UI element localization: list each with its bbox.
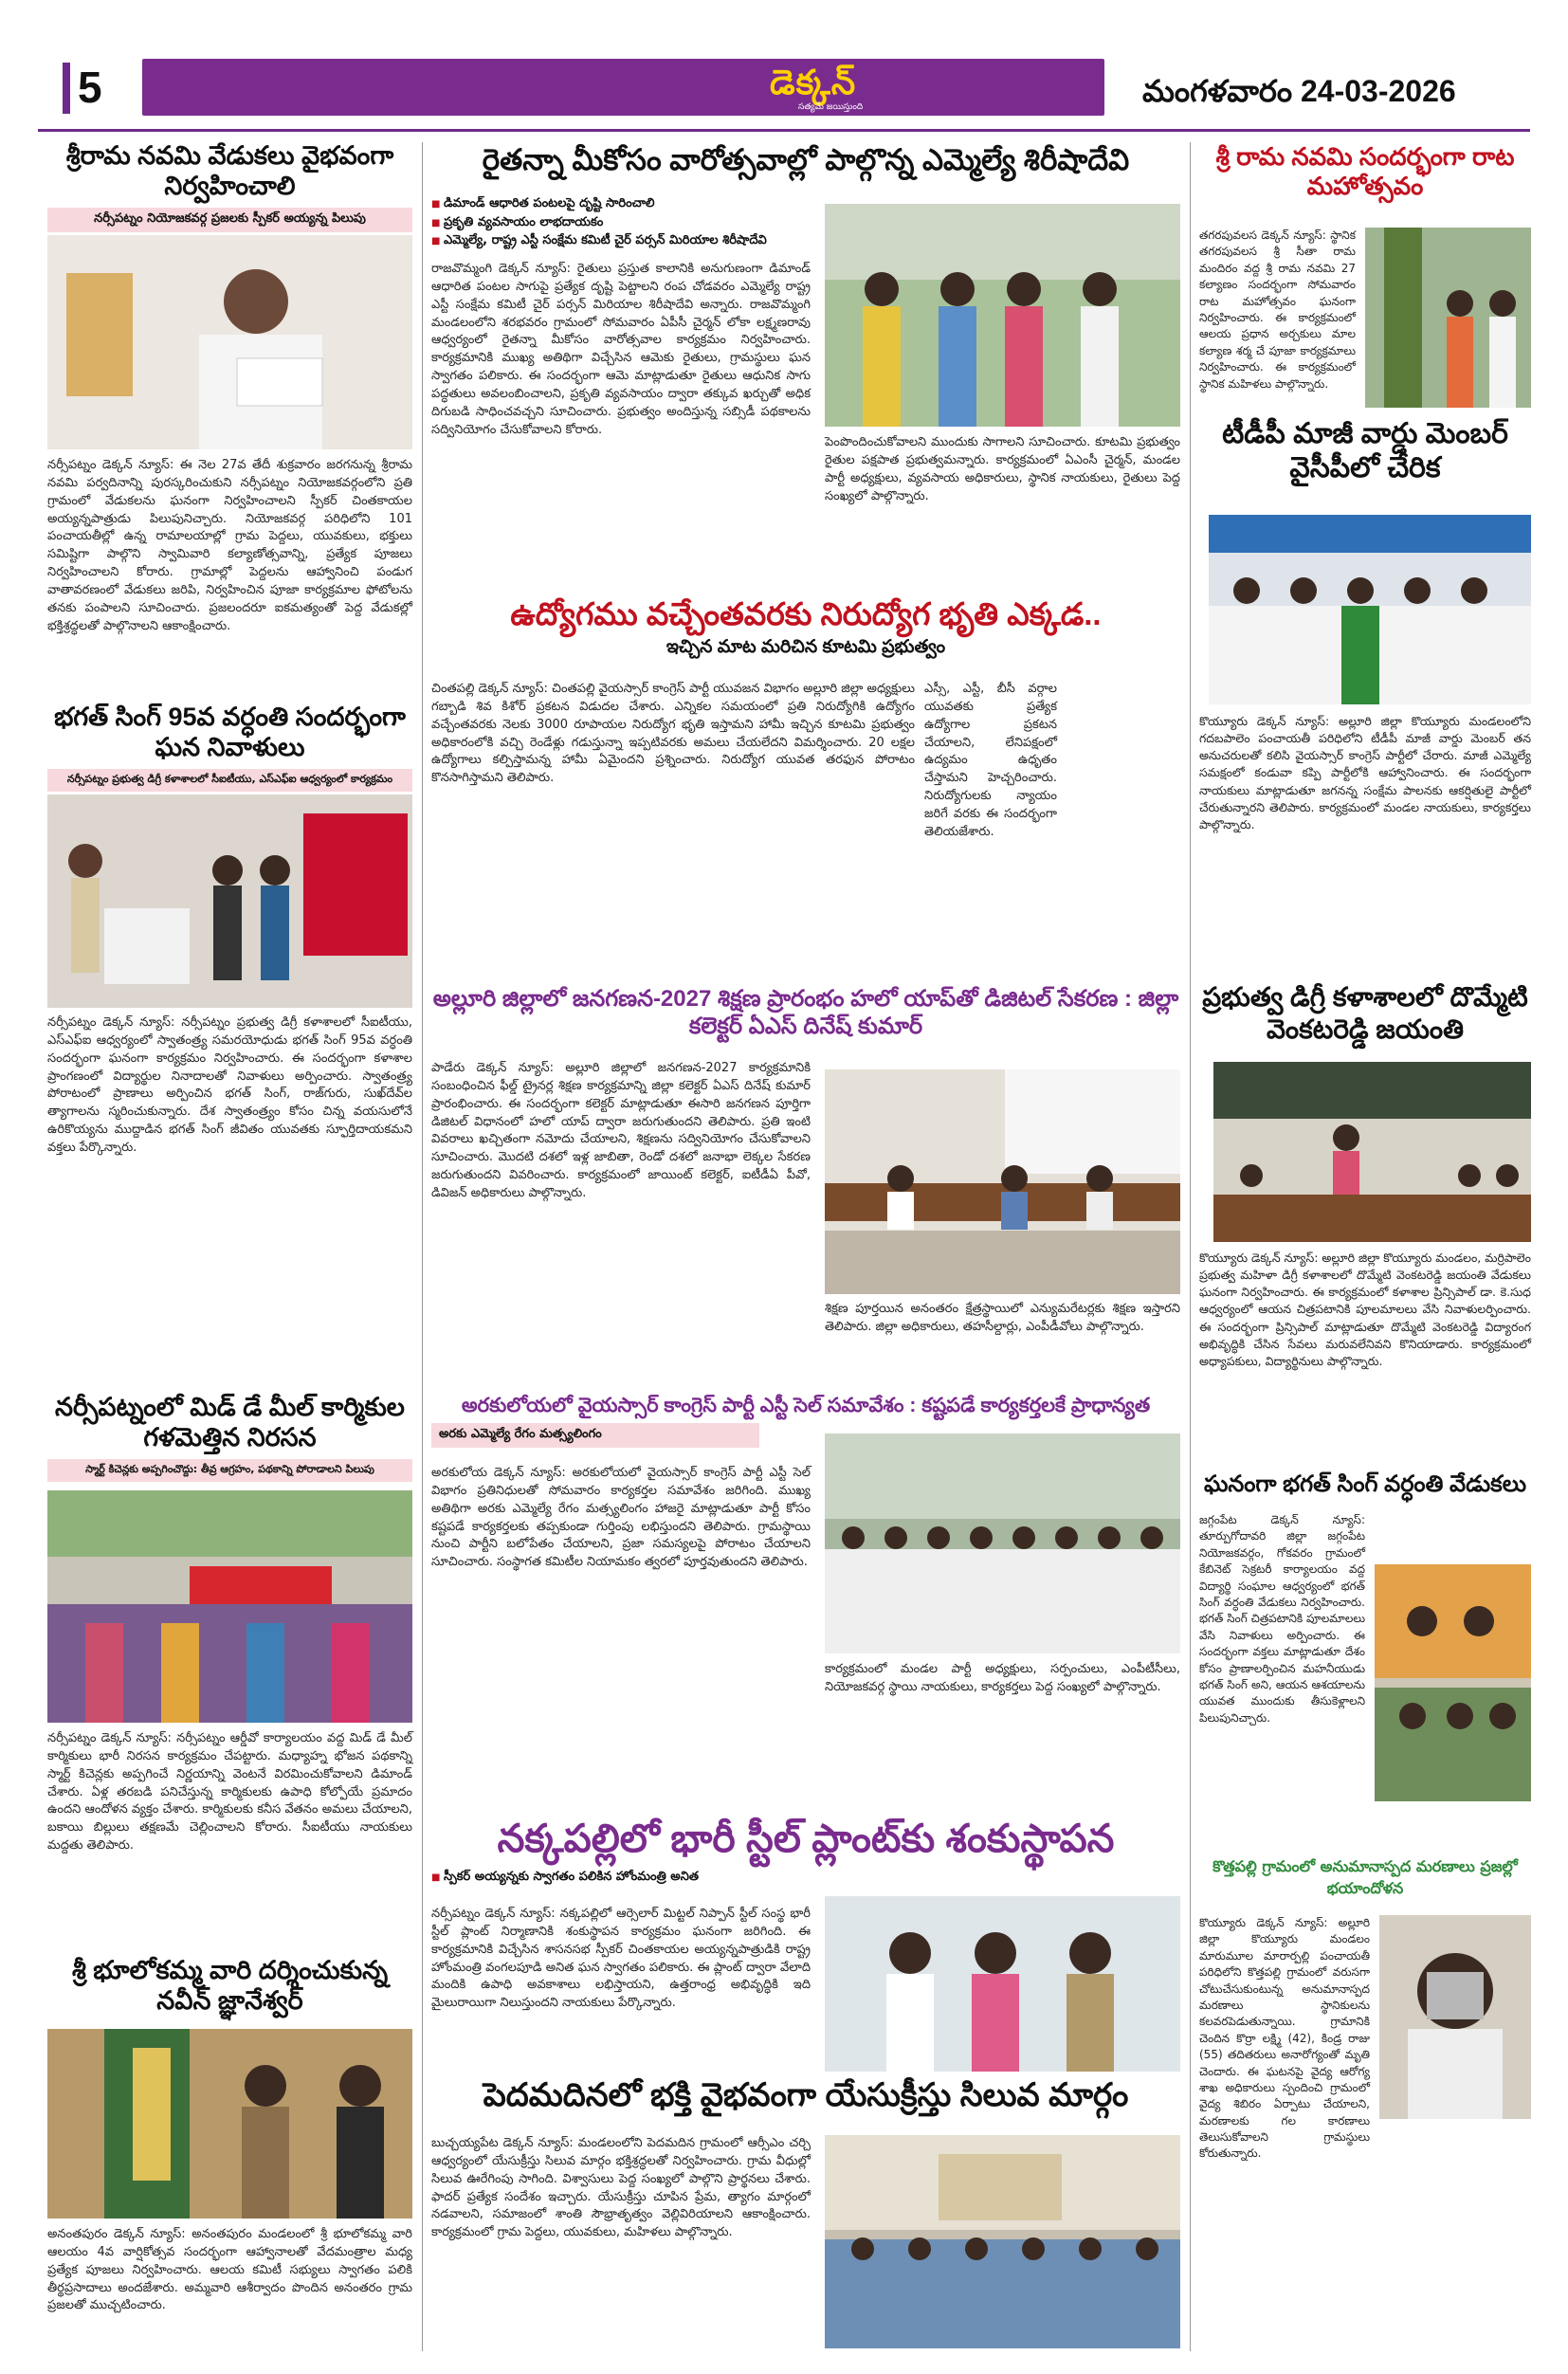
article-unemployment: [431, 595, 1180, 658]
article-rata-mahotsavam: [1199, 142, 1531, 201]
article-body: బుచ్చయ్యపేట డెక్కన్ న్యూస్: మండలంలోని పెదమదిన గ్రామంలో ఆర్సీఎం చర్చి ఆధ్వర్యంలో యేసుక్రీస్తు సిలువ మార్గం భక్తిశ్రద్ధలతో నిర్వహించారు. గ్రామ వీధుల్లో సిలువ ఊరేగింపు సాగింది. విశ్వాసులు పెద్ద సంఖ్యలో పాల్గొని ప్రార్థనలు చేశారు. ఫాదర్ ప్రత్యేక సందేశం ఇచ్చారు. యేసుక్రీస్తు చూపిన ప్రేమ, త్యాగం మార్గంలో నడవాలని, సమాజంలో శాంతి సౌభ్రాతృత్వం వెల్లివిరియాలని ఆకాంక్షించారు. కార్యక్రమంలో గ్రామ పెద్దలు, యువకులు, మహిళలు పాల్గొన్నారు.: [431, 2136, 811, 2240]
article-body: కొయ్యూరు డెక్కన్ న్యూస్: అల్లూరి జిల్లా కొయ్యూరు మండలం మారుమూల మారార్పల్లి పంచాయతీ పరిధిలోని కొత్తపల్లి గ్రామంలో వరుసగా చోటుచేసుకుంటున్న అనుమానాస్పద మరణాలు స్థానికులను కలవరపెడుతున్నాయి. గ్రామానికి చెందిన కొర్రా లక్ష్మి (42), కిండ్ర రాజు (55) తదితరులు అనారోగ్యంతో మృతి చెందారు. ఈ ఘటనపై వైద్య ఆరోగ్య శాఖ అధికారులు స్పందించి గ్రామంలో వైద్య శిబిరం ఏర్పాటు చేయాలని, మరణాలకు గల కారణాలు తెలుసుకోవాలని గ్రామస్థులు కోరుతున్నారు.: [1199, 1916, 1370, 2161]
masthead-band: [142, 59, 1104, 116]
college-photo: [1213, 1062, 1531, 1242]
page-number: 5: [78, 63, 102, 112]
steel-plant-photo: [825, 1896, 1180, 2072]
article-body: జగ్గంపేట డెక్కన్ న్యూస్: తూర్పుగోదావరి జిల్లా జగ్గంపేట నియోజకవర్గం, గోకవరం గ్రామంలో కేబినెట్ సెక్రటరీ కార్యాలయం వద్ద విద్యార్థి సంఘాల ఆధ్వర్యంలో భగత్ సింగ్ వర్ధంతి వేడుకలు నిర్వహించారు. భగత్ సింగ్ చిత్రపటానికి పూలమాలలు వేసి నివాళులు అర్పించారు. ఈ సందర్భంగా వక్తలు మాట్లాడుతూ దేశం కోసం ప్రాణాలర్పించిన మహనీయుడు భగత్ సింగ్ అని, ఆయన ఆశయాలను యువత ముందుకు తీసుకెళ్లాలని పిలుపునిచ్చారు.: [1199, 1513, 1365, 1725]
headline: ఉద్యోగము వచ్చేంతవరకు నిరుద్యోగ భృతి ఎక్కడ..: [510, 596, 1102, 631]
article-body: అనంతపురం డెక్కన్ న్యూస్: అనంతపురం మండలంలో శ్రీ భూలోకమ్మ వారి ఆలయం 4వ వార్షికోత్సవ సందర్భంగా ఆహ్వానాలతో వేదమంత్రాల మధ్య ప్రత్యేక పూజలు నిర్వహించారు. ఆలయ కమిటీ సభ్యులు స్వాగతం పలికి తీర్థప్రసాదాలు అందజేశారు. అమ్మవారి ఆశీర్వాదం పొందిన అనంతరం గ్రామ ప్రజలతో ముచ్చటించారు.: [47, 2227, 412, 2313]
article-body: కొయ్యూరు డెక్కన్ న్యూస్: అల్లూరి జిల్లా కొయ్యూరు మండలం, మర్రిపాలెం ప్రభుత్వ మహిళా డిగ్రీ కళాశాలలో దొమ్మేటి వెంకటరెడ్డి జయంతి వేడుకలు ఘనంగా నిర్వహించారు. ఈ కార్యక్రమంలో కళాశాల ప్రిన్సిపాల్ డా. కె.సుధ ఆధ్వర్యంలో ఆయన చిత్రపటానికి పూలమాలలు వేసి నివాళులర్పించారు. ఈ సందర్భంగా ప్రిన్సిపాల్ మాట్లాడుతూ దొమ్మేటి వెంకటరెడ్డి విద్యారంగ అభివృద్ధికి చేసిన సేవలు మరువలేనివని కొనియాడారు. కార్యక్రమంలో అధ్యాపకులు, విద్యార్థినులు పాల్గొన్నారు.: [1199, 1251, 1531, 1368]
article-body: నర్సీపట్నం డెక్కన్ న్యూస్: నక్కపల్లిలో ఆర్సెలార్ మిట్టల్ నిప్పాన్ స్టీల్ సంస్థ భారీ స్టీల్ ప్లాంట్ నిర్మాణానికి శంకుస్థాపన కార్యక్రమం ఘనంగా జరిగింది. ఈ కార్యక్రమానికి విచ్చేసిన శాసనసభ స్పీకర్ చింతకాయల అయ్యన్నపాత్రుడికి రాష్ట్ర హోంమంత్రి వంగలపూడి అనిత ఘన స్వాగతం పలికారు. ఈ ప్లాంట్ ద్వారా వేలాది మందికి ఉపాధి అవకాశాలు లభిస్తాయని, ఉత్తరాంధ్ర అభివృద్ధికి ఇది మైలురాయిగా నిలుస్తుందని నాయకులు పేర్కొన్నారు.: [431, 1907, 811, 2011]
article-body: నర్సీపట్నం డెక్కన్ న్యూస్: నర్సీపట్నం ప్రభుత్వ డిగ్రీ కళాశాలలో సీఐటీయు, ఎస్ఎఫ్ఐ ఆధ్వర్యంలో స్వాతంత్ర్య సమరయోధుడు భగత్ సింగ్ 95వ వర్ధంతి సందర్భంగా ఘనంగా కార్యక్రమం నిర్వహించారు. ఈ సందర్భంగా కళాశాల ప్రాంగణంలో విద్యార్థుల నినాదాలతో నివాళులు అర్పించారు. స్వాతంత్ర్య పోరాటంలో ప్రాణాలు అర్పించిన భగత్ సింగ్, రాజ్‌గురు, సుఖ్‌దేవ్‌ల త్యాగాలను స్మరించుకున్నారు. దేశ స్వాతంత్ర్యం కోసం చిన్న వయసులోనే ఉరికొయ్యను ముద్దాడిన భగత్ సింగ్ జీవితం యువతకు స్ఫూర్తిదాయకమని వక్తలు పేర్కొన్నారు.: [47, 1015, 412, 1155]
article-body: తగరపువలస డెక్కన్ న్యూస్: స్థానిక తగరపువలస శ్రీ సీతా రామ మందిరం వద్ద శ్రీ రామ నవమి 27 కల్యాణం సందర్భంగా సోమవారం రాట మహోత్సవం ఘనంగా నిర్వహించారు. ఈ కార్యక్రమంలో ఆలయ ప్రధాన అర్చకులు మాల కల్యాణ శర్మ చే పూజా కార్యక్రమాలు నిర్వహించారు. ఈ కార్యక్రమంలో స్థానిక మహిళలు పాల్గొన్నారు.: [1199, 228, 1356, 391]
temple-photo: [47, 2029, 412, 2219]
masthead-tagline: సత్యమే జయిస్తుంది: [798, 102, 864, 112]
mla-farmers-photo: [825, 204, 1180, 427]
headline: అల్లూరి జిల్లాలో జనగణన-2027 శిక్షణ ప్రారంభం హలో యాప్‌తో డిజిటల్ సేకరణ : జిల్లా కలెక్టర్ ఏఎస్ దినేష్ కుమార్: [432, 986, 1179, 1039]
bullet-item: ■ డిమాండ్ ఆధారిత పంటలపై దృష్టి సారించాలి: [431, 194, 811, 213]
headline: అరకులోయలో వైయస్సార్ కాంగ్రెస్ పార్టీ ఎస్టీ సెల్ సమావేశం : కష్టపడే కార్యకర్తలకే ప్రాధాన్యత: [461, 1395, 1151, 1416]
header-rule: [38, 129, 1530, 132]
page-number-bar: [63, 63, 70, 114]
headline: ప్రభుత్వ డిగ్రీ కళాశాలలో దొమ్మేటి వెంకటరెడ్డి జయంతి: [1202, 982, 1528, 1044]
column-divider: [1190, 142, 1191, 2351]
article-tdp-joins-ysrcp: [1199, 417, 1531, 485]
article-rama-navami: [47, 140, 412, 232]
headline: నక్కపల్లిలో భారీ స్టీల్ ప్లాంట్‌కు శంకుస్థాపన: [497, 1817, 1115, 1860]
headline: రైతన్నా మీకోసం వారోత్సవాల్లో పాల్గొన్న ఎమ్మెల్యే శిరీషాదేవి: [482, 143, 1130, 176]
article-dommeti-jayanti: [1199, 981, 1531, 1045]
article-body-continued: [924, 681, 1180, 918]
census-training-photo: [825, 1069, 1180, 1294]
article-census: [431, 986, 1180, 1041]
headline: శ్రీరామ నవమి వేడుకలు వైభవంగా నిర్వహించాలి: [65, 141, 394, 201]
article-body: నర్సీపట్నం డెక్కన్ న్యూస్: నర్సీపట్నం ఆర్డీవో కార్యాలయం వద్ద మిడ్ డే మీల్ కార్మికులు భారీ నిరసన కార్యక్రమం చేపట్టారు. మధ్యాహ్న భోజన పథకాన్ని స్మార్ట్ కిచెన్లకు అప్పగించే నిర్ణయాన్ని వెంటనే విరమించుకోవాలని డిమాండ్ చేశారు. ఏళ్ల తరబడి పనిచేస్తున్న కార్మికులకు ఉపాధి కోల్పోయే ప్రమాదం ఉందని ఆందోళన వ్యక్తం చేశారు. కార్మికులకు కనీస వేతనం అమలు చేయాలని, బకాయి బిల్లులు తక్షణమే చెల్లించాలని కోరారు. సీఐటీయు నాయకులు మద్దతు తెలిపారు.: [47, 1731, 412, 1854]
masthead-logo: డెక్కన్: [770, 63, 857, 101]
article-body: రాజవొమ్మంగి డెక్కన్ న్యూస్: రైతులు ప్రస్తుత కాలానికి అనుగుణంగా డిమాండ్ ఆధారిత పంటల సాగుపై ప్రత్యేక దృష్టి పెట్టాలని రంప చోడవరం ఎమ్మెల్యే రాష్ట్ర ఎస్టీ సంక్షేమ కమిటీ చైర్ పర్సన్ మిరియాల శిరీషాదేవి అన్నారు. రాజవొమ్మంగి మండలంలోని శరభవరం గ్రామంలో సోమవారం ఏపీసీ చైర్మన్ లోకా లక్ష్మణరావు ఆధ్వర్యంలో రైతన్నా మీకోసం వారోత్సవాల కార్యక్రమం నిర్వహించారు. కార్యక్రమానికి ముఖ్య అతిథిగా విచ్చేసిన ఆమెకు రైతులు, గ్రామస్థులు ఘన స్వాగతం పలికారు. ఈ సందర్భంగా ఆమె మాట్లాడుతూ రైతులు ఆధునిక సాగు పద్ధతులు అవలంబించాలని, ప్రకృతి వ్యవసాయం ద్వారా తక్కువ ఖర్చుతో అధిక దిగుబడి సాధించవచ్చని సూచించారు. ప్రభుత్వం అందిస్తున్న సబ్సిడీ పథకాలను సద్వినియోగం చేసుకోవాలని కోరారు.: [431, 262, 811, 437]
article-body: చింతపల్లి డెక్కన్ న్యూస్: చింతపల్లి వైయస్సార్ కాంగ్రెస్ పార్టీ యువజన విభాగం అల్లూరి జిల్లా అధ్యక్షులు గబ్బాడి శివ కిశోర్ ప్రకటన విడుదల చేశారు. ఎన్నికల సమయంలో ప్రతి నిరుద్యోగికి ఉద్యోగం వచ్చేంతవరకు నెలకు 3000 రూపాయల నిరుద్యోగ భృతి ఇస్తామని హామీ ఇచ్చిన కూటమి ప్రభుత్వం అధికారంలోకి వచ్చి రెండేళ్లు గడుస్తున్నా ఇప్పటివరకు అమలు చేయలేదని విమర్శించారు. 20 లక్షల ఉద్యోగాలు కల్పిస్తామన్న హామీ ఏమైందని ప్రశ్నించారు. నిరుద్యోగ యువత తరఫున పోరాటం కొనసాగిస్తామని తెలిపారు.: [431, 682, 915, 786]
article-bhagat-singh-narsipatnam: [47, 702, 412, 792]
subheadline: నర్సీపట్నం నియోజకవర్గ ప్రజలకు స్పీకర్ అయ్యన్న పిలుపు: [47, 208, 412, 232]
article-body-continued: పెంపొందించుకోవాలని ముందుకు సాగాలని సూచించారు. కూటమి ప్రభుత్వం రైతుల పక్షపాత ప్రభుత్వమన్నారు. కార్యక్రమంలో ఏఎంసీ చైర్మన్, మండల పార్టీ అధ్యక్షులు, వ్యవసాయ అధికారులు, స్థానిక నాయకులు, రైతులు పెద్ద సంఖ్యలో పాల్గొన్నారు.: [825, 435, 1180, 503]
headline: కొత్తపల్లి గ్రామంలో అనుమానాస్పద మరణాలు ప్రజల్లో భయాందోళన: [1199, 1854, 1531, 1905]
article-bhulokamma: [47, 1955, 412, 2017]
headline: పెదమదినలో భక్తి వైభవంగా యేసుక్రీస్తు సిలువ మార్గం: [483, 2077, 1129, 2113]
body-text: ఎస్సీ, ఎస్టీ, బీసీ వర్గాల యువతకు ప్రత్యేక ఉద్యోగాల ప్రకటన చేయాలని, లేనిపక్షంలో ఉద్యమం ఉధృతం చేస్తామని హెచ్చరించారు. నిరుద్యోగులకు న్యాయం జరిగే వరకు ఈ సందర్భంగా తెలియజేశారు.: [924, 682, 1057, 839]
deceased-photo: [1379, 1915, 1531, 2119]
rata-photo: [1365, 228, 1531, 408]
headline: శ్రీ రామ నవమి సందర్భంగా రాట మహోత్సవం: [1215, 142, 1515, 201]
article-body: పాడేరు డెక్కన్ న్యూస్: అల్లూరి జిల్లాలో జనగణన-2027 కార్యక్రమానికి సంబంధించిన ఫీల్డ్ ట్రైనర్ల శిక్షణ కార్యక్రమాన్ని జిల్లా కలెక్టర్ ఏఎస్ దినేష్ కుమార్ ప్రారంభించారు. ఈ సందర్భంగా కలెక్టర్ మాట్లాడుతూ ఈసారి జనగణన పూర్తిగా డిజిటల్ విధానంలో హలో యాప్ ద్వారా జరుగుతుందని తెలిపారు. ప్రతి ఇంటి వివరాలు ఖచ్చితంగా నమోదు చేయాలని, శిక్షణను సద్వినియోగం చేసుకోవాలని సూచించారు. మొదటి దశలో ఇళ్ల జాబితా, రెండో దశలో జనాభా లెక్కల సేకరణ జరుగుతుందని వివరించారు. కార్యక్రమంలో జాయింట్ కలెక్టర్, ఐటీడీఏ పీవో, డివిజన్ అధికారులు పాల్గొన్నారు.: [431, 1061, 811, 1200]
article-body: నర్సీపట్నం డెక్కన్ న్యూస్: ఈ నెల 27వ తేదీ శుక్రవారం జరగనున్న శ్రీరామ నవమి పర్వదినాన్ని పురస్కరించుకుని నర్సీపట్నం నియోజకవర్గంలోని ప్రతి గ్రామంలో వేడుకలను ఘనంగా నిర్వహించాలని స్పీకర్ చింతకాయల అయ్యన్నపాత్రుడు పిలుపునిచ్చారు. నియోజకవర్గ పరిధిలోని 101 పంచాయతీల్లో ఉన్న రామాలయాల్లో గ్రామ పెద్దలు, యువకులు, భక్తులు సమిష్టిగా పాల్గొని స్వామివారి కల్యాణోత్సవాన్ని, ప్రత్యేక పూజలు నిర్వహించాలని కోరారు. గ్రామాల్లో పెద్దలను ఆహ్వానించి పండుగ వాతావరణంలో వేడుకలు జరిపి, నిర్వహించిన పూజా కార్యక్రమాల ఫోటోలను తనకు పంపాలని సూచించారు. ప్రజలందరూ ఐకమత్యంతో పెద్ద వేడుకల్లో భక్తిశ్రద్ధలతో పాల్గొనాలని ఆకాంక్షించారు.: [47, 458, 412, 633]
column-divider: [422, 142, 423, 2351]
article-body-continued: కార్యక్రమంలో మండల పార్టీ అధ్యక్షులు, సర్పంచులు, ఎంపీటీసీలు, నియోజకవర్గ స్థాయి నాయకులు, కార్యకర్తలు పెద్ద సంఖ్యలో పాల్గొన్నారు.: [825, 1662, 1180, 1694]
article-suspicious-deaths: [1199, 1854, 1531, 1905]
joining-photo: [1209, 515, 1531, 704]
headline: భగత్ సింగ్ 95వ వర్ధంతి సందర్భంగా ఘన నివాళులు: [54, 703, 406, 762]
headline: ఘనంగా భగత్ సింగ్ వర్ధంతి వేడుకలు: [1203, 1471, 1527, 1497]
article-midday-meal: [47, 1392, 412, 1482]
bullet-item: ■ ప్రకృతి వ్యవసాయం లాభదాయకం: [431, 213, 811, 232]
article-body: అరకులోయ డెక్కన్ న్యూస్: అరకులోయలో వైయస్సార్ కాంగ్రెస్ పార్టీ ఎస్టీ సెల్ విభాగం ప్రతినిధులతో సోమవారం కార్యకర్తల సమావేశం జరిగింది. ముఖ్య అతిథిగా అరకు ఎమ్మెల్యే రేగం మత్స్యలింగం హాజరై మాట్లాడుతూ పార్టీ కోసం కష్టపడే కార్యకర్తలకు తప్పకుండా గుర్తింపు లభిస్తుందని తెలిపారు. గ్రామస్థాయి నుంచి పార్టీని బలోపేతం చేయాలని, ప్రజా సమస్యలపై పోరాటం చేయాలని సూచించారు. సంస్థాగత కమిటీల నియామకం త్వరలో పూర్తవుతుందని తెలిపారు.: [431, 1466, 811, 1570]
article-bhagat-singh-jaggampeta: [1199, 1471, 1531, 1499]
subheadline: అరకు ఎమ్మెల్యే రేగం మత్స్యలింగం: [431, 1423, 759, 1448]
protest-photo: [47, 1490, 412, 1723]
date-line: మంగళవారం 24-03-2026: [1142, 74, 1456, 108]
ysrcp-meeting-photo: [825, 1434, 1180, 1653]
subheadline: ■ స్పీకర్ అయ్యన్నకు స్వాగతం పలికిన హోంమంత్రి అనిత: [431, 1868, 1180, 1887]
bullet-item: ■ ఎమ్మెల్యే, రాష్ట్ర ఎస్టీ సంక్షేమ కమిటీ చైర్ పర్సన్ మిరియాల శిరీషాదేవి: [431, 231, 811, 250]
headline: శ్రీ భూలోకమ్మ వారి దర్శించుకున్న నవీన్ జ్ఞానేశ్వర్: [71, 1956, 389, 2016]
subheadline: ఇచ్చిన మాట మరిచిన కూటమి ప్రభుత్వం: [665, 636, 946, 657]
article-body: కొయ్యూరు డెక్కన్ న్యూస్: అల్లూరి జిల్లా కొయ్యూరు మండలంలోని గదబపాలెం పంచాయతీ పరిధిలోని టీడీపీ మాజీ వార్డు మెంబర్ తన అనుచరులతో కలిసి వైయస్సార్ కాంగ్రెస్ పార్టీలో చేరారు. మాజీ ఎమ్మెల్యే సమక్షంలో కండువా కప్పి పార్టీలోకి ఆహ్వానించారు. ఈ సందర్భంగా నాయకులు మాట్లాడుతూ జగనన్న సంక్షేమ పాలనకు ఆకర్షితులై పార్టీలో చేరుతున్నారని తెలిపారు. కార్యక్రమంలో మండల నాయకులు, కార్యకర్తలు పాల్గొన్నారు.: [1199, 714, 1531, 831]
article-cross-procession: [431, 2076, 1180, 2115]
bhagat-singh-jaggampeta-photo: [1375, 1564, 1531, 1801]
bhagat-singh-photo: [47, 794, 412, 1008]
headline: టీడీపీ మాజీ వార్డు మెంబర్ వైసీపీలో చేరిక: [1222, 418, 1508, 484]
article-raitanna: [431, 142, 1180, 177]
headline: నర్సీపట్నంలో మిడ్ డే మీల్ కార్మికుల గళమెత్తిన నిరసన: [55, 1393, 405, 1452]
subheadline: నర్సీపట్నం ప్రభుత్వ డిగ్రీ కళాశాలలో సీఐటీయు, ఎస్ఎఫ్ఐ ఆధ్వర్యంలో కార్యక్రమం: [47, 769, 412, 792]
subheadline: స్మార్ట్ కిచెన్లకు అప్పగించొద్దు: తీవ్ర ఆగ్రహం, పథకాన్ని పోరాడాలని పిలుపు: [47, 1459, 412, 1482]
page-header: [0, 0, 1568, 133]
article-steel-plant: [431, 1816, 1180, 1887]
article-body-continued: శిక్షణ పూర్తయిన అనంతరం క్షేత్రస్థాయిలో ఎన్యుమరేటర్లకు శిక్షణ ఇస్తారని తెలిపారు. జిల్లా అధికారులు, తహసీల్దార్లు, ఎంపీడీవోలు పాల్గొన్నారు.: [825, 1302, 1180, 1334]
speaker-photo: [47, 235, 412, 449]
procession-photo: [825, 2135, 1180, 2348]
bullet-list: [431, 194, 811, 250]
